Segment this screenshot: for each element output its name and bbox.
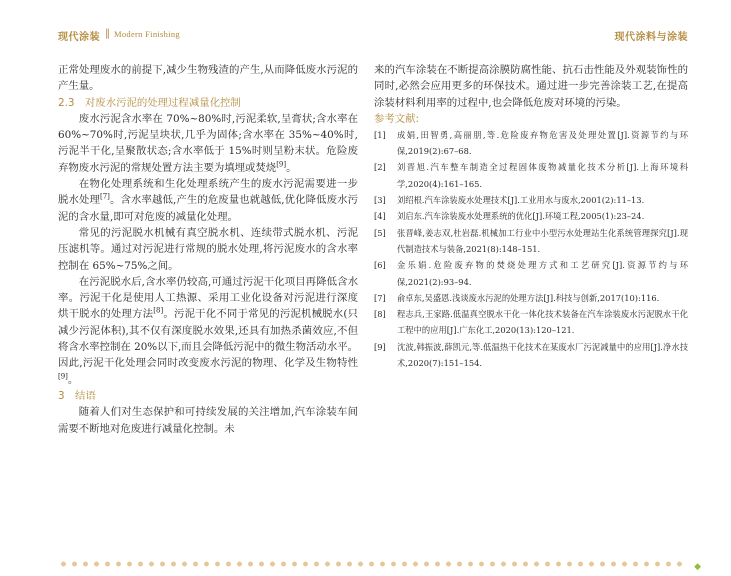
- reference-item: [374, 306, 688, 339]
- reference-item: [374, 339, 688, 372]
- reference-text: 俞卓东,吴盛恩.浅谈废水污泥的处理方法[J].科技与创新,2017(10):116.: [397, 292, 660, 303]
- reference-text: 张晋峰,姜志双,杜岩磊.机械加工行业中小型污水处理站生化系统管理探究[J].现代制造技术与装备,2021(8):148–151.: [397, 227, 688, 254]
- journal-brand-cn: 现代涂装: [58, 32, 100, 43]
- paragraph: 来的汽车涂装在不断提高涂膜防腐性能、抗石击性能及外观装饰性的同时,必然会应用更多的环保技术。通过进一步完善涂装工艺,在提高涂装材料利用率的过程中,也会降低危废对环境的污染。: [374, 64, 688, 109]
- reference-number: [8]: [374, 309, 386, 320]
- reference-item: [374, 192, 688, 208]
- section-heading-2-3: 2.3 对废水污泥的处理过程减量化控制: [58, 96, 241, 109]
- page-header: [58, 28, 688, 42]
- text: 。污泥干化不同于常见的污泥机械脱水(只减少污泥体积),其不仅有深度脱水效果,还具有加热杀菌效应,不但将含水率控制在 20%以下,而且会降低污泥中的微生物活动水平。因此,污泥干化处理会同时改变废水污泥的物理、化学及生物特性: [58, 308, 358, 370]
- decorative-footer-border: [58, 560, 688, 568]
- reference-number: [9]: [374, 341, 386, 352]
- reference-item: [374, 159, 688, 192]
- paragraph: [58, 274, 358, 388]
- text: 在物化处理系统和生化处理系统产生的废水污泥需要进一步脱水处理: [58, 178, 358, 207]
- reference-item: [374, 127, 688, 160]
- references-list: [374, 127, 688, 371]
- references-heading: 参考文献:: [374, 112, 420, 125]
- reference-text: 刘启东.汽车涂装废水处理系统的优化[J].环境工程,2005(1):23–24.: [397, 211, 645, 222]
- citation: [7]: [99, 192, 110, 201]
- text: 在污泥脱水后,含水率仍较高,可通过污泥干化项目再降低含水率。污泥干化是使用人工热源、采用工业化设备对污泥进行深度烘干脱水的处理方法: [58, 275, 358, 321]
- reference-text: 刘绍根.汽车涂装废水处理技术[J].工业用水与废水,2001(2):11–13.: [397, 195, 645, 206]
- reference-number: [5]: [374, 227, 386, 238]
- reference-number: [7]: [374, 292, 386, 303]
- reference-text: 金乐娟.危险废弃物的焚烧处理方式和工艺研究[J].资源节约与环保,2021(2):93–94.: [397, 260, 688, 287]
- reference-item: [374, 290, 688, 306]
- paragraph: 正常处理废水的前提下,减少生物残渣的产生,从而降低废水污泥的产生量。: [58, 64, 358, 93]
- text: 。含水率越低,产生的危废量也就越低,优化降低废水污泥的含水量,即可对危废的减量化处理。: [58, 194, 358, 223]
- citation: [9]: [276, 160, 287, 169]
- section-heading-3: 3 结语: [58, 389, 96, 402]
- column-title: 现代涂料与涂装: [614, 32, 688, 43]
- paragraph: 随着人们对生态保护和可持续发展的关注增加,汽车涂装车间需要不断地对危废进行减量化控制。未: [58, 406, 358, 435]
- reference-item: [374, 208, 688, 224]
- header-separator: ‖: [105, 28, 110, 39]
- citation: [8]: [153, 306, 164, 315]
- left-column: [58, 62, 358, 437]
- reference-text: 程志兵,王家路.低温真空脱水干化一体化技术装备在汽车涂装废水污泥脱水干化工程中的应用[J].广东化工,2020(13):120–121.: [397, 309, 688, 336]
- reference-number: [3]: [374, 195, 386, 206]
- reference-number: [2]: [374, 162, 386, 173]
- reference-text: 刘晋旭.汽车整车制造全过程固体废物减量化技术分析[J].上海环境科学,2020(4):161–165.: [397, 162, 688, 189]
- reference-text: 成娟,田智勇,高丽朋,等.危险废弃物危害及处理处置[J].资源节约与环保,2019(2):67–68.: [397, 129, 688, 157]
- paragraph: [58, 176, 358, 225]
- right-column: [374, 62, 688, 371]
- reference-number: [6]: [374, 260, 386, 271]
- reference-number: [1]: [374, 129, 386, 140]
- journal-brand-en: Modern Finishing: [114, 29, 180, 39]
- text: 废水污泥含水率在 70%~80%时,污泥柔软,呈膏状;含水率在 60%~70%时,污泥呈块状,几乎为固体;含水率在 35%~40%时,污泥半干化,呈聚散状态;含水率低于 15%时则呈粉末状。危险废弃物废水污泥的常规处置方法主要为填埋或焚烧: [58, 112, 358, 174]
- article-end-mark: ◆: [694, 562, 701, 572]
- text: 。: [286, 161, 297, 174]
- paragraph: [58, 111, 358, 176]
- reference-number: [4]: [374, 211, 386, 222]
- reference-text: 沈波,韩振波,薛凯元,等.低温热干化技术在某废水厂污泥减量中的应用[J].净水技术,2020(7):151–154.: [397, 341, 688, 369]
- citation: [9]: [58, 372, 68, 381]
- text: 。: [67, 373, 79, 386]
- reference-item: [374, 225, 688, 258]
- paragraph: 常见的污泥脱水机械有真空脱水机、连续带式脱水机、污泥压滤机等。通过对污泥进行常规的脱水处理,将污泥废水的含水率控制在 65%~75%之间。: [58, 226, 358, 272]
- reference-item: [374, 257, 688, 290]
